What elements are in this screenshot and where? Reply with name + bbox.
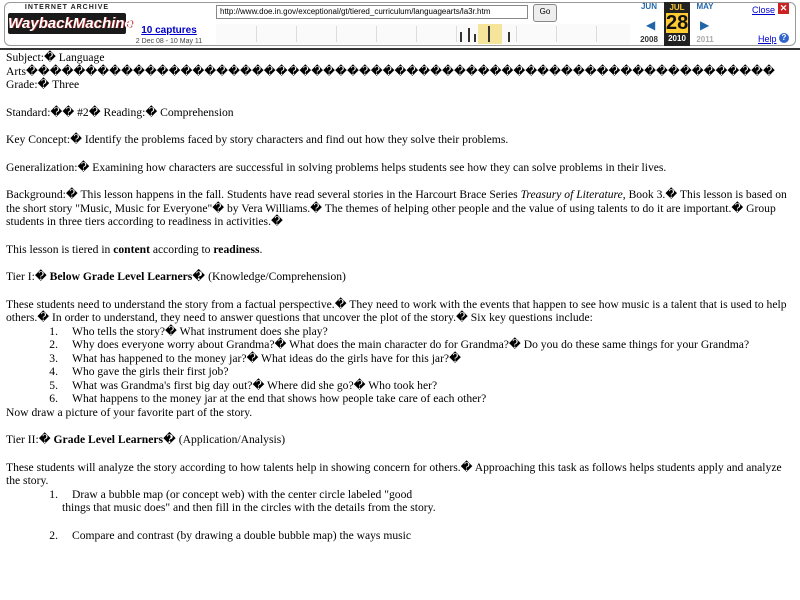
item-number: 6. [49, 392, 58, 405]
current-day: 28 [666, 12, 689, 34]
timeline-tick [256, 26, 257, 42]
tiered-text-d: . [259, 242, 263, 256]
tier2-heading [6, 433, 796, 447]
tier1-outro: Now draw a picture of your favorite part of the story. [6, 405, 253, 419]
lesson-document [6, 51, 796, 542]
background-text-a: Background:� This lesson happens in the fall. Students have read several stories in the Harcourt Brace Series [6, 188, 521, 201]
tier1-heading [6, 270, 796, 284]
item-number: 3. [49, 351, 58, 365]
list-item [6, 488, 796, 502]
timeline-tick [376, 26, 377, 42]
background-text-b: , Book 3.� This lesson is based on the short story "Music, Music for Everyone"� by Vera Williams.� The themes of helping other people and the value of using talents to do it are important.� Group students in three tiers according to readiness in activities.� [6, 188, 787, 228]
timeline-tick [516, 26, 517, 42]
item-number: 5. [49, 378, 58, 392]
tier1-label: Tier I:� [6, 270, 50, 283]
wayback-logo[interactable] [8, 4, 133, 42]
list-item [6, 529, 796, 543]
tiered-readiness: readiness [213, 242, 260, 256]
prev-month[interactable]: JUN [640, 2, 657, 11]
item-number: 2. [49, 528, 58, 542]
item-text: Who gave the girls their first job? [72, 365, 229, 378]
item-text: Why does everyone worry about Grandma?� What does the main character do for Grandma?� Do you do these same things for your Grandma? [72, 338, 750, 351]
tiered-content: content [113, 242, 150, 256]
item-text: Compare and contrast (by drawing a double bubble map) the ways music [72, 528, 412, 542]
tier1-level: (Knowledge/Comprehension) [205, 270, 346, 283]
current-year: 2010 [668, 34, 686, 43]
item-text: What happens to the money jar at the end that shows how people take care of each other? [72, 392, 487, 405]
tier1-questions [6, 325, 796, 406]
tier2-group: Grade Level Learners� [53, 433, 176, 446]
timeline-tick [456, 26, 457, 42]
list-item [6, 365, 796, 379]
timeline-highlight [478, 24, 502, 44]
tier1-group: Below Grade Level Learners� [49, 270, 206, 283]
captures-link[interactable]: 10 captures [141, 25, 197, 36]
subject-line: Subject:� Language [6, 51, 105, 64]
tiered-text-c: according to [149, 242, 214, 256]
arts-line: Arts��������������������������������������������������������������� [6, 64, 775, 78]
generalization: Generalization:� Examining how characters are successful in solving problems helps students see how they can solve problems in their lives. [6, 160, 667, 174]
background-book-title: Treasury of Literature [520, 188, 623, 201]
captures-block [128, 25, 210, 45]
close-icon[interactable]: ✕ [779, 3, 788, 13]
list-item [6, 352, 796, 366]
capture-spike [474, 34, 476, 42]
list-item [6, 379, 796, 393]
list-item [6, 325, 796, 339]
tier2-activities [6, 488, 796, 502]
timeline-tick [296, 26, 297, 42]
close-link[interactable]: Close [752, 5, 776, 15]
tier1-intro: These students need to understand the story from a factual perspective.� They need to work with the events that happen to see how music is a talent that is used to help others.� In order to understand, they need to answer questions that uncover the plot of the story.� Six key questions include: [6, 297, 787, 324]
tier2-label: Tier II:� [6, 433, 54, 446]
grade-line: Grade:� Three [6, 78, 80, 91]
standard-line: Standard:�� #2� Reading:� Comprehension [6, 105, 234, 119]
next-arrow-icon[interactable]: ▶ [700, 18, 710, 32]
next-month[interactable]: MAY [696, 2, 714, 11]
captures-range: 2 Dec 08 - 10 May 11 [135, 38, 203, 45]
item-number: 2. [49, 338, 58, 351]
timeline-tick [336, 26, 337, 42]
list-item [6, 392, 796, 406]
tiered-text-a: This lesson is tiered in [6, 242, 114, 256]
prev-year[interactable]: 2008 [640, 35, 658, 44]
timeline-tick [556, 26, 557, 42]
help-icon[interactable]: ? [779, 33, 789, 43]
logo-top-text: INTERNET ARCHIVE [24, 4, 110, 11]
capture-spike [468, 28, 470, 42]
capture-spike [508, 32, 510, 42]
url-input[interactable]: http://www.doe.in.gov/exceptional/gt/tiered_curriculum/languagearts/la3r.htm [216, 5, 528, 19]
tier2-activities-2 [6, 529, 796, 543]
item-number: 1. [49, 324, 58, 338]
tier2-intro: These students will analyze the story according to how talents help in showing concern for others.� Approaching this task as follows helps students apply and analyze the story. [6, 460, 782, 487]
tier2-level: (Application/Analysis) [175, 433, 286, 446]
timeline-tick [416, 26, 417, 42]
current-month: JUL [669, 3, 685, 12]
help-link[interactable]: Help [758, 34, 777, 44]
capture-timeline[interactable] [216, 24, 630, 44]
item-number: 4. [49, 365, 58, 378]
current-date [664, 2, 690, 46]
item-number: 1. [49, 487, 58, 501]
capture-spike [460, 32, 462, 42]
calendar-nav [636, 2, 718, 46]
list-item [6, 338, 796, 352]
timeline-tick [596, 26, 597, 42]
next-year[interactable]: 2011 [696, 35, 714, 44]
go-button[interactable]: Go [533, 4, 557, 22]
background-paragraph [6, 188, 796, 229]
prev-arrow-icon[interactable]: ◀ [646, 18, 656, 32]
item-text: Draw a bubble map (or concept web) with the center circle labeled "good [72, 487, 413, 501]
capture-spike [488, 26, 490, 42]
tiered-line [6, 243, 796, 257]
item-text: What was Grandma's first big day out?� Where did she go?� Who took her? [72, 378, 438, 392]
tier2-item1-continued: things that music does" and then fill in the circles with the details from the story. [62, 501, 436, 514]
item-text: Who tells the story?� What instrument does she play? [72, 324, 328, 338]
logo-main-text: WaybackMachine [8, 15, 133, 32]
wayback-toolbar [0, 0, 800, 50]
item-text: What has happened to the money jar?� What ideas do the girls have for this jar?� [72, 351, 461, 365]
key-concept: Key Concept:� Identify the problems faced by story characters and find out how they solve their problems. [6, 133, 509, 146]
